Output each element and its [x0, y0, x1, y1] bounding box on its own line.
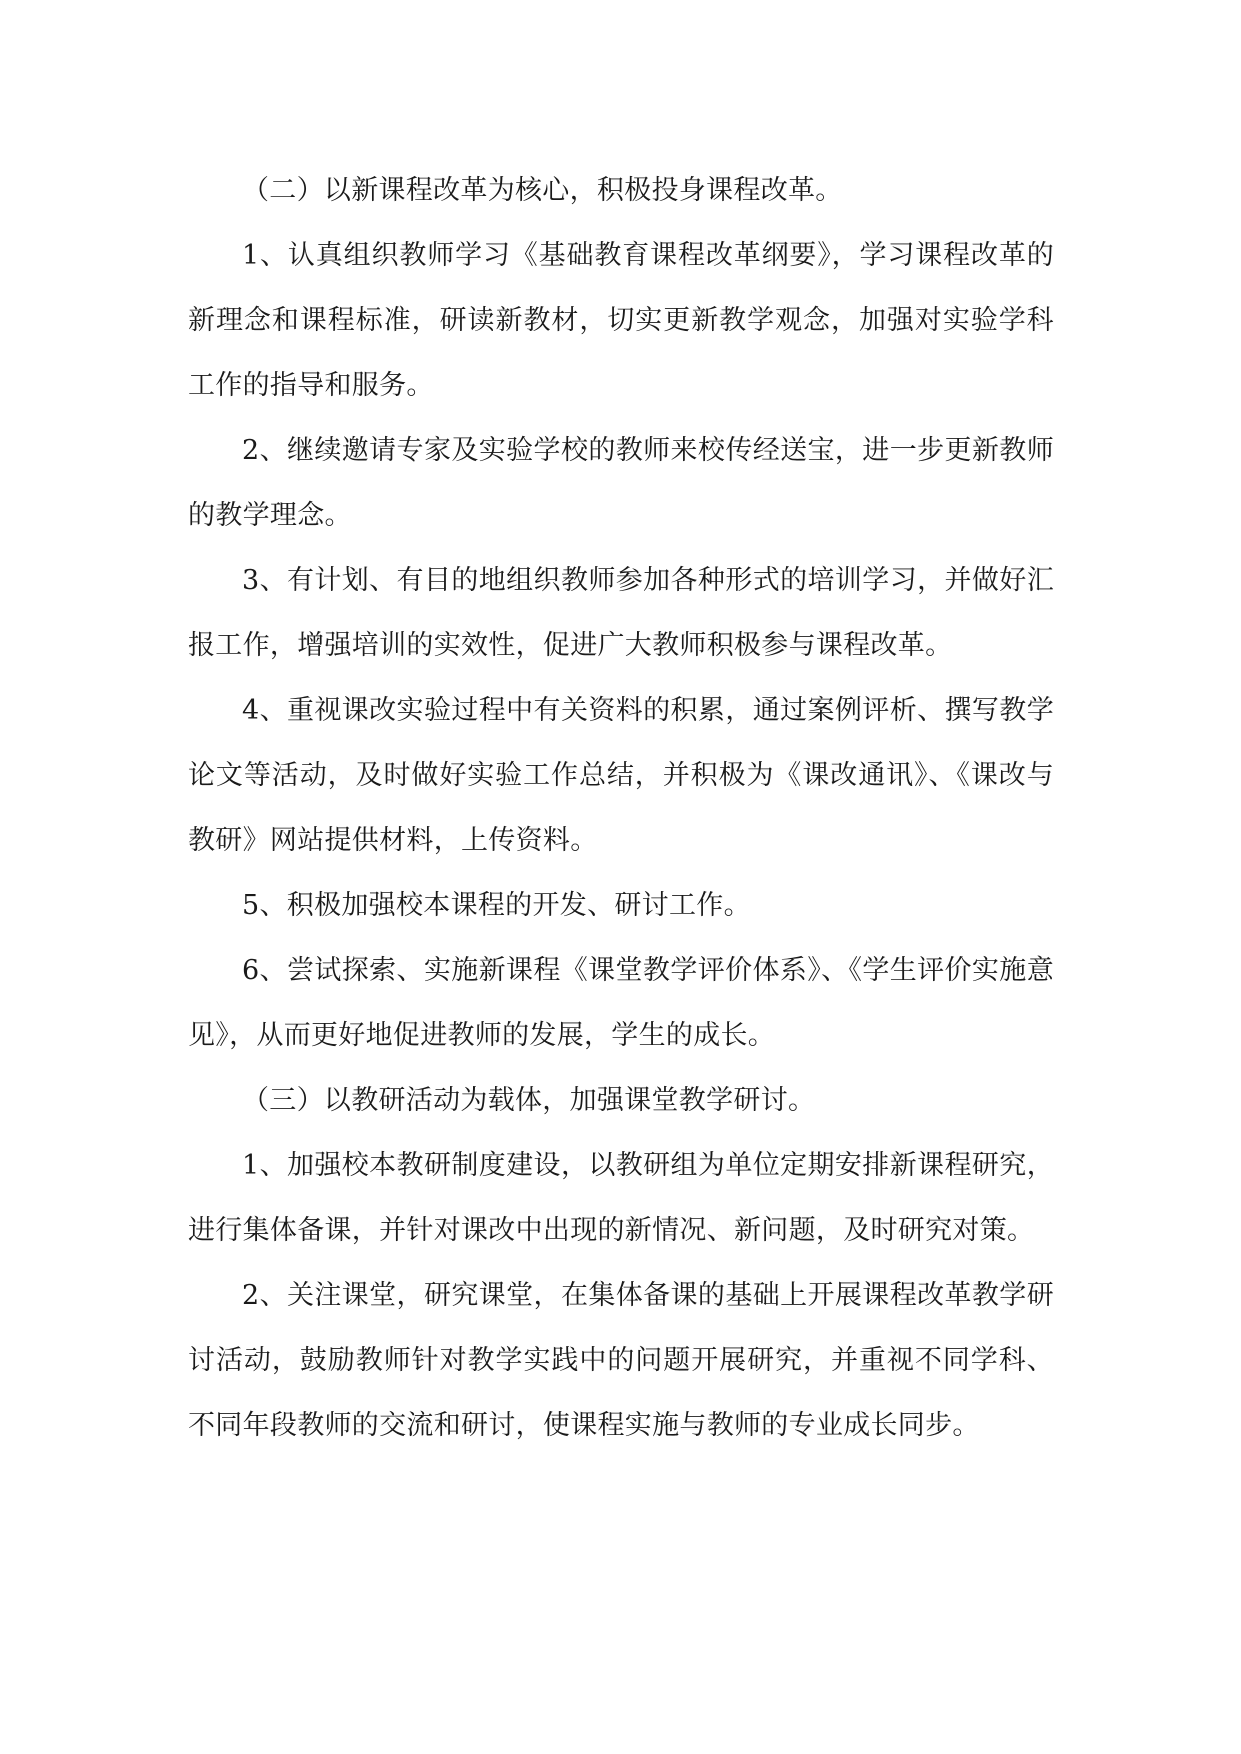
paragraph-item-2-5: 5、积极加强校本课程的开发、研讨工作。 [242, 890, 751, 921]
paragraph-item-3-1: 1、加强校本教研制度建设，以教研组为单位定期安排新课程研究，进行集体备课，并针对课改中出现的新情况、新问题，及时研究对策。 [188, 1150, 1054, 1246]
paragraph-item-2-2: 2、继续邀请专家及实验学校的教师来校传经送宝，进一步更新教师的教学理念。 [188, 435, 1054, 531]
paragraph-item-2-6: 6、尝试探索、实施新课程《课堂教学评价体系》、《学生评价实施意见》，从而更好地促进教师的发展，学生的成长。 [188, 955, 1054, 1051]
paragraph-item-2-4: 4、重视课改实验过程中有关资料的积累，通过案例评析、撰写教学论文等活动，及时做好实验工作总结，并积极为《课改通讯》、《课改与教研》网站提供材料，上传资料。 [188, 695, 1054, 856]
paragraph-item-2-3: 3、有计划、有目的地组织教师参加各种形式的培训学习，并做好汇报工作，增强培训的实效性，促进广大教师积极参与课程改革。 [188, 565, 1054, 661]
paragraph-item-3-2: 2、关注课堂，研究课堂，在集体备课的基础上开展课程改革教学研讨活动，鼓励教师针对教学实践中的问题开展研究，并重视不同学科、不同年段教师的交流和研讨，使课程实施与教师的专业成长同步。 [188, 1280, 1054, 1441]
section-heading-2: （二）以新课程改革为核心，积极投身课程改革。 [242, 175, 843, 206]
paragraph-item-2-1: 1、认真组织教师学习《基础教育课程改革纲要》，学习课程改革的新理念和课程标准，研读新教材，切实更新教学观念，加强对实验学科工作的指导和服务。 [188, 240, 1054, 401]
document-body [188, 158, 1054, 1458]
section-heading-3: （三）以教研活动为载体，加强课堂教学研讨。 [242, 1085, 816, 1116]
